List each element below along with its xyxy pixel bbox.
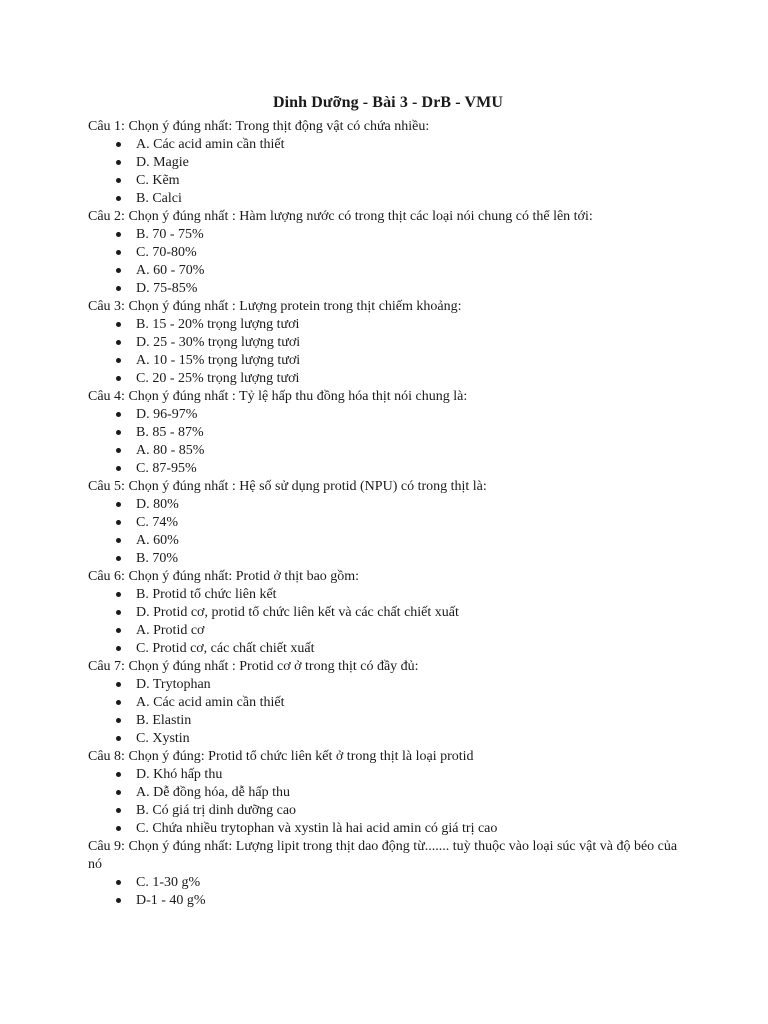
question-5 xyxy=(88,478,688,568)
answer-option-text: A. Dễ đồng hóa, dễ hấp thu xyxy=(136,785,290,800)
answer-options xyxy=(88,406,688,478)
bullet-icon xyxy=(116,880,121,885)
bullet-icon xyxy=(116,268,121,273)
bullet-icon xyxy=(116,772,121,777)
bullet-icon xyxy=(116,682,121,687)
answer-option xyxy=(116,802,688,820)
question-8 xyxy=(88,748,688,838)
bullet-icon xyxy=(116,556,121,561)
bullet-icon xyxy=(116,142,121,147)
answer-option xyxy=(116,730,688,748)
answer-option xyxy=(116,424,688,442)
answer-option-text: B. Calci xyxy=(136,191,182,206)
answer-option-text: D. 96-97% xyxy=(136,407,198,422)
bullet-icon xyxy=(116,646,121,651)
bullet-icon xyxy=(116,628,121,633)
answer-option xyxy=(116,244,688,262)
question-7 xyxy=(88,658,688,748)
question-1 xyxy=(88,118,688,208)
question-6 xyxy=(88,568,688,658)
answer-option-text: B. Có giá trị dinh dưỡng cao xyxy=(136,803,297,818)
answer-options xyxy=(88,586,688,658)
answer-option xyxy=(116,172,688,190)
answer-option-text: C. 87-95% xyxy=(136,461,197,476)
answer-option-text: C. Kẽm xyxy=(136,173,180,188)
answer-option-text: C. Protid cơ, các chất chiết xuất xyxy=(136,641,315,656)
answer-option xyxy=(116,262,688,280)
answer-option xyxy=(116,316,688,334)
bullet-icon xyxy=(116,250,121,255)
answer-option xyxy=(116,622,688,640)
answer-option-text: B. 70% xyxy=(136,551,178,566)
bullet-icon xyxy=(116,736,121,741)
question-3 xyxy=(88,298,688,388)
answer-option xyxy=(116,640,688,658)
answer-option-text: B. 85 - 87% xyxy=(136,425,204,440)
answer-option-text: B. 70 - 75% xyxy=(136,227,204,242)
answer-option xyxy=(116,694,688,712)
answer-option-text: D. Trytophan xyxy=(136,677,211,692)
bullet-icon xyxy=(116,232,121,237)
bullet-icon xyxy=(116,610,121,615)
question-text: Câu 2: Chọn ý đúng nhất : Hàm lượng nước có trong thịt các loại nói chung có thể lên tới: xyxy=(88,209,593,224)
answer-option xyxy=(116,442,688,460)
answer-option-text: A. Các acid amin cần thiết xyxy=(136,695,285,710)
bullet-icon xyxy=(116,178,121,183)
answer-option xyxy=(116,496,688,514)
bullet-icon xyxy=(116,808,121,813)
answer-option xyxy=(116,352,688,370)
answer-options xyxy=(88,136,688,208)
bullet-icon xyxy=(116,700,121,705)
bullet-icon xyxy=(116,826,121,831)
answer-option xyxy=(116,406,688,424)
answer-option xyxy=(116,892,688,910)
answer-option xyxy=(116,136,688,154)
question-4 xyxy=(88,388,688,478)
bullet-icon xyxy=(116,898,121,903)
bullet-icon xyxy=(116,376,121,381)
answer-options xyxy=(88,676,688,748)
answer-option-text: A. 10 - 15% trọng lượng tươi xyxy=(136,353,301,368)
answer-option-text: B. 15 - 20% trọng lượng tươi xyxy=(136,317,300,332)
answer-option-text: D-1 - 40 g% xyxy=(136,893,206,908)
answer-option-text: A. 60 - 70% xyxy=(136,263,205,278)
bullet-icon xyxy=(116,358,121,363)
answer-option-text: B. Protid tổ chức liên kết xyxy=(136,587,277,602)
question-text: Câu 8: Chọn ý đúng: Protid tổ chức liên kết ở trong thịt là loại protid xyxy=(88,749,474,764)
answer-option xyxy=(116,460,688,478)
answer-option-text: D. 25 - 30% trọng lượng tươi xyxy=(136,335,301,350)
answer-option-text: A. 60% xyxy=(136,533,179,548)
bullet-icon xyxy=(116,160,121,165)
answer-option-text: D. Protid cơ, protid tổ chức liên kết và các chất chiết xuất xyxy=(136,605,459,620)
bullet-icon xyxy=(116,538,121,543)
answer-option-text: C. 20 - 25% trọng lượng tươi xyxy=(136,371,300,386)
answer-options xyxy=(88,226,688,298)
bullet-icon xyxy=(116,196,121,201)
answer-option-text: C. 70-80% xyxy=(136,245,197,260)
answer-option xyxy=(116,712,688,730)
answer-options xyxy=(88,316,688,388)
question-text: Câu 6: Chọn ý đúng nhất: Protid ở thịt bao gồm: xyxy=(88,569,360,584)
bullet-icon xyxy=(116,412,121,417)
answer-option xyxy=(116,586,688,604)
question-text: Câu 7: Chọn ý đúng nhất : Protid cơ ở trong thịt có đầy đủ: xyxy=(88,659,419,674)
answer-option-text: C. Chứa nhiều trytophan và xystin là hai acid amin có giá trị cao xyxy=(136,821,498,836)
bullet-icon xyxy=(116,430,121,435)
bullet-icon xyxy=(116,790,121,795)
question-list xyxy=(88,118,688,910)
answer-option-text: D. Khó hấp thu xyxy=(136,767,223,782)
answer-option-text: D. 80% xyxy=(136,497,179,512)
answer-options xyxy=(88,766,688,838)
question-2 xyxy=(88,208,688,298)
answer-option xyxy=(116,280,688,298)
answer-option xyxy=(116,334,688,352)
answer-option xyxy=(116,676,688,694)
answer-option xyxy=(116,190,688,208)
answer-option-text: D. 75-85% xyxy=(136,281,198,296)
question-text: Câu 5: Chọn ý đúng nhất : Hệ số sử dụng protid (NPU) có trong thịt là: xyxy=(88,479,487,494)
question-9 xyxy=(88,838,688,910)
question-text: Câu 1: Chọn ý đúng nhất: Trong thịt động vật có chứa nhiều: xyxy=(88,119,430,134)
answer-option xyxy=(116,820,688,838)
answer-option-text: C. 1-30 g% xyxy=(136,875,201,890)
answer-option xyxy=(116,874,688,892)
answer-option-text: A. Các acid amin cần thiết xyxy=(136,137,285,152)
answer-option-text: C. 74% xyxy=(136,515,178,530)
answer-option xyxy=(116,514,688,532)
answer-option xyxy=(116,766,688,784)
answer-option-text: B. Elastin xyxy=(136,713,192,728)
bullet-icon xyxy=(116,466,121,471)
bullet-icon xyxy=(116,520,121,525)
question-text: Câu 9: Chọn ý đúng nhất: Lượng lipit trong thịt dao động từ....... tuỳ thuộc vào loại súc vật và độ béo của nó xyxy=(88,839,678,872)
question-text: Câu 4: Chọn ý đúng nhất : Tỷ lệ hấp thu đồng hóa thịt nói chung là: xyxy=(88,389,468,404)
answer-option xyxy=(116,604,688,622)
answer-options xyxy=(88,496,688,568)
bullet-icon xyxy=(116,448,121,453)
question-text: Câu 3: Chọn ý đúng nhất : Lượng protein trong thịt chiếm khoảng: xyxy=(88,299,462,314)
bullet-icon xyxy=(116,286,121,291)
bullet-icon xyxy=(116,718,121,723)
answer-option xyxy=(116,226,688,244)
document-title: Dinh Dưỡng - Bài 3 - DrB - VMU xyxy=(272,94,504,111)
answer-option xyxy=(116,154,688,172)
bullet-icon xyxy=(116,502,121,507)
answer-option xyxy=(116,784,688,802)
bullet-icon xyxy=(116,592,121,597)
bullet-icon xyxy=(116,340,121,345)
answer-option xyxy=(116,550,688,568)
bullet-icon xyxy=(116,322,121,327)
document-page xyxy=(88,92,688,910)
answer-option-text: C. Xystin xyxy=(136,731,190,746)
answer-option xyxy=(116,532,688,550)
answer-option xyxy=(116,370,688,388)
answer-option-text: A. 80 - 85% xyxy=(136,443,205,458)
answer-options xyxy=(88,874,688,910)
answer-option-text: D. Magie xyxy=(136,155,189,170)
answer-option-text: A. Protid cơ xyxy=(136,623,205,638)
